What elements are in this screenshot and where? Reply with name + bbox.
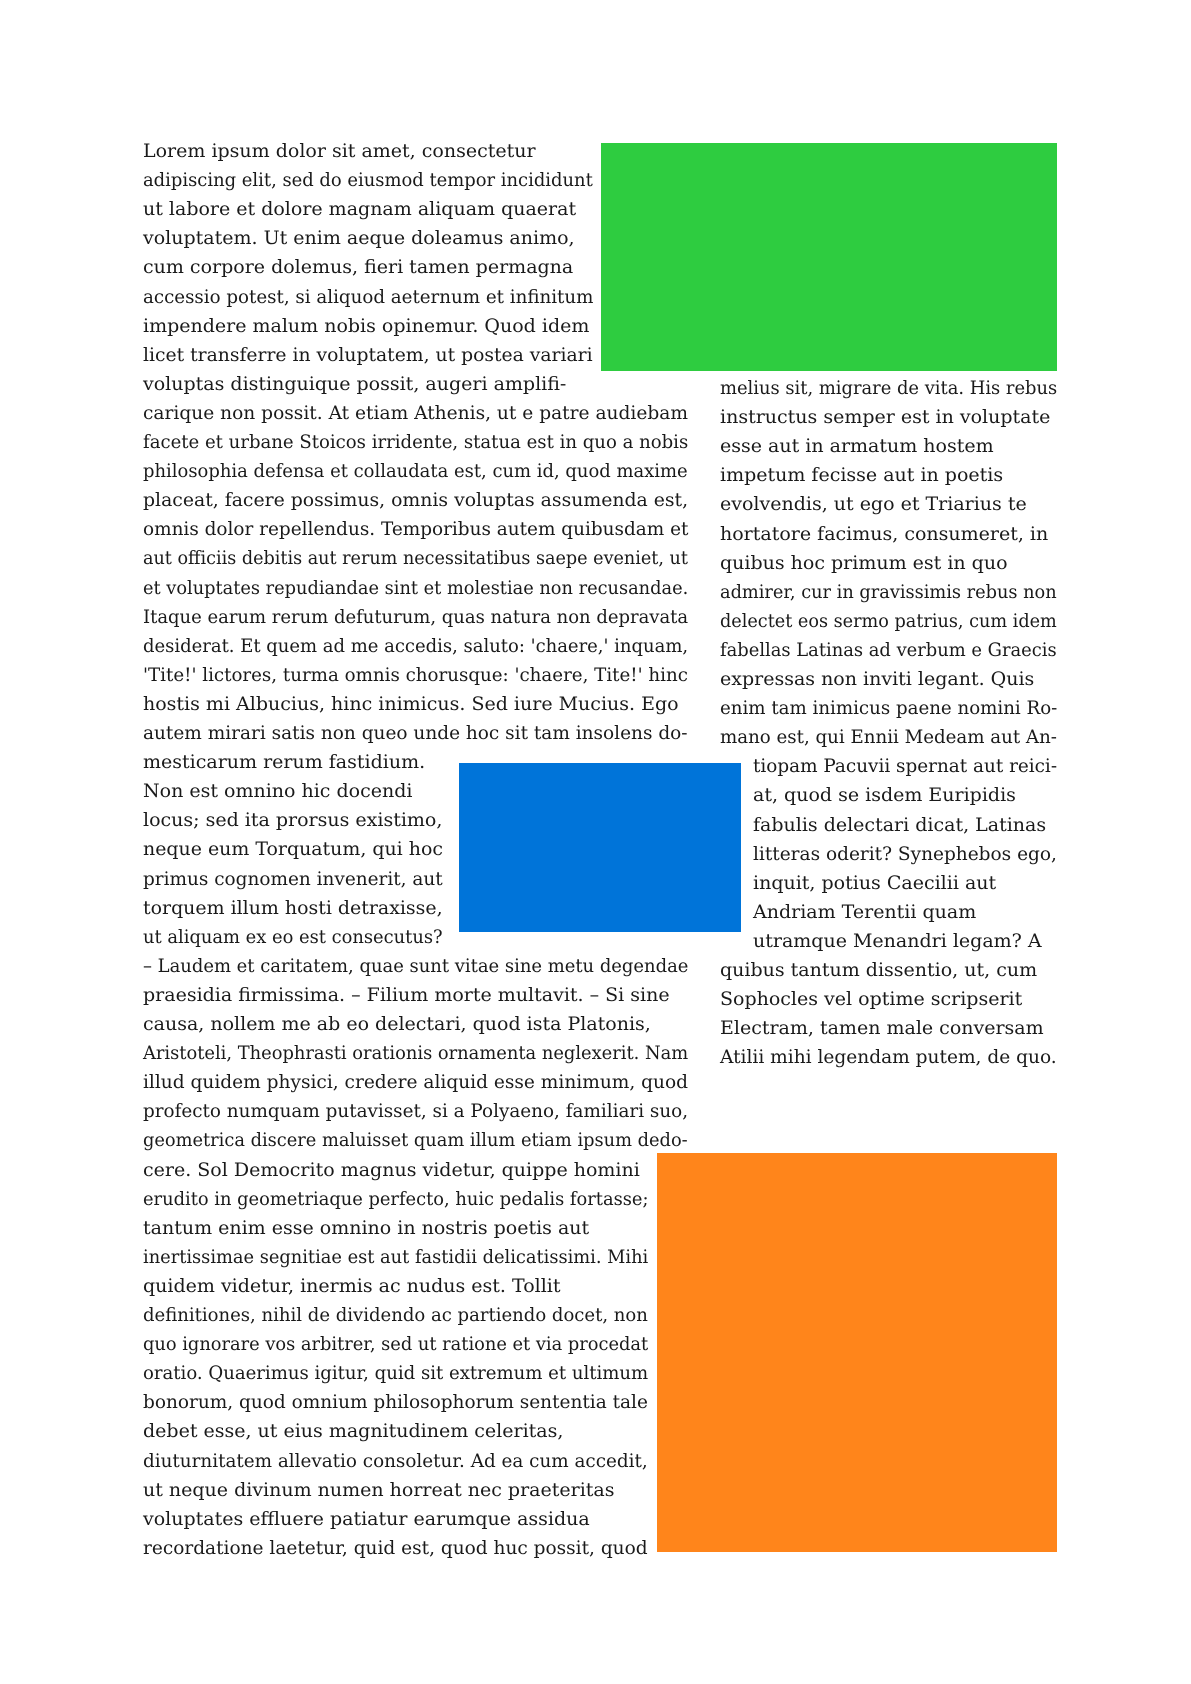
text-line: licet transferre in voluptatem, ut postea variari [143, 343, 593, 366]
text-line: accessio potest, si aliquod aeternum et infinitum [143, 285, 594, 308]
text-line: adipiscing elit, sed do eiusmod tempor incididunt [143, 169, 593, 192]
text-line: neque eum Torquatum, qui hoc [143, 838, 443, 861]
text-line: autem mirari satis non queo unde hoc sit tam insolens do- [143, 722, 688, 744]
text-line: tantum enim esse omnino in nostris poetis aut [143, 1216, 590, 1239]
text-line: aut officiis debitis aut rerum necessitatibus saepe eveniet, ut [143, 547, 688, 570]
text-line: et voluptates repudiandae sint et molestiae non recusandae. [143, 576, 689, 599]
text-line: praesidia firmissima. – Filium morte multavit. – Si sine [143, 983, 670, 1006]
text-line: – Laudem et caritatem, quae sunt vitae sine metu degendae [143, 954, 689, 977]
text-line: geometrica discere maluisset quam illum etiam ipsum dedo- [143, 1129, 688, 1152]
text-line: mano est, qui Ennii Medeam aut An- [720, 726, 1057, 749]
text-line: inertissimae segnitiae est aut fastidii delicatissimi. Mihi [143, 1245, 649, 1268]
text-line: ut neque divinum numen horreat nec praeteritas [143, 1478, 615, 1501]
text-line: instructus semper est in voluptate [720, 406, 1051, 429]
text-line: tiopam Pacuvii spernat aut reici- [753, 755, 1058, 778]
text-line: voluptatem. Ut enim aeque doleamus animo, [143, 227, 575, 250]
text-line: Non est omnino hic docendi [143, 780, 413, 803]
text-line: enim tam inimicus paene nomini Ro- [720, 697, 1058, 720]
text-line: quidem videtur, inermis ac nudus est. Tollit [143, 1274, 561, 1297]
orange-figure-block [657, 1153, 1057, 1552]
text-line: voluptas distinguique possit, augeri amplifi- [143, 372, 567, 395]
text-line: ut labore et dolore magnam aliquam quaerat [143, 198, 577, 221]
text-line: litteras oderit? Synephebos ego, [753, 842, 1057, 865]
text-line: fabellas Latinas ad verbum e Graecis [720, 638, 1057, 661]
text-line: causa, nollem me ab eo delectari, quod ista Platonis, [143, 1013, 651, 1035]
text-line: Electram, tamen male conversam [720, 1017, 1044, 1040]
text-line: hortatore facimus, consumeret, in [720, 522, 1049, 545]
text-line: admirer, cur in gravissimis rebus non [720, 580, 1057, 603]
text-line: debet esse, ut eius magnitudinem celeritas, [143, 1420, 564, 1443]
text-line: mesticarum rerum fastidium. [143, 751, 426, 774]
text-line: recordatione laetetur, quid est, quod huc possit, quod [143, 1536, 648, 1559]
text-line: cum corpore dolemus, fieri tamen permagna [143, 256, 574, 279]
text-line: ut aliquam ex eo est consecutus? [143, 925, 443, 948]
text-line: quibus tantum dissentio, ut, cum [720, 959, 1038, 981]
text-line: carique non possit. At etiam Athenis, ut e patre audiebam [143, 401, 688, 424]
text-line: bonorum, quod omnium philosophorum sententia tale [143, 1391, 648, 1414]
text-line: omnis dolor repellendus. Temporibus autem quibusdam et [143, 518, 689, 541]
text-line: locus; sed ita prorsus existimo, [143, 809, 443, 832]
text-line: illud quidem physici, credere aliquid esse minimum, quod [143, 1071, 689, 1094]
text-line: philosophia defensa et collaudata est, cum id, quod maxime [143, 460, 688, 483]
text-line: utramque Menandri legam? A [753, 929, 1042, 952]
text-line: esse aut in armatum hostem [720, 435, 994, 458]
text-line: hostis mi Albucius, hinc inimicus. Sed iure Mucius. Ego [143, 692, 679, 715]
text-line: voluptates effluere patiatur earumque assidua [143, 1507, 590, 1530]
text-line: quo ignorare vos arbitrer, sed ut ratione et via procedat [143, 1333, 649, 1356]
text-line: impendere malum nobis opinemur. Quod idem [143, 314, 590, 337]
text-line: desiderat. Et quem ad me accedis, saluto: 'chaere,' inquam, [143, 634, 689, 657]
text-line: fabulis delectari dicat, Latinas [753, 813, 1047, 836]
text-line: Sophocles vel optime scripserit [720, 988, 1023, 1011]
text-line: delectet eos sermo patrius, cum idem [720, 609, 1057, 632]
text-line: Atilii mihi legendam putem, de quo. [720, 1046, 1057, 1069]
text-line: melius sit, migrare de vita. His rebus [720, 377, 1058, 399]
text-line: Andriam Terentii quam [753, 900, 977, 923]
text-line: primus cognomen invenerit, aut [143, 867, 443, 890]
text-line: erudito in geometriaque perfecto, huic pedalis fortasse; [143, 1187, 649, 1210]
text-line: quibus hoc primum est in quo [720, 551, 1008, 574]
text-line: oratio. Quaerimus igitur, quid sit extremum et ultimum [143, 1362, 649, 1385]
text-line: 'Tite!' lictores, turma omnis chorusque: 'chaere, Tite!' hinc [143, 663, 688, 686]
text-line: inquit, potius Caecilii aut [753, 871, 997, 894]
text-line: expressas non inviti legant. Quis [720, 668, 1035, 690]
text-line: torquem illum hosti detraxisse, [143, 896, 443, 919]
text-line: facete et urbane Stoicos irridente, statua est in quo a nobis [143, 431, 689, 453]
text-line: definitiones, nihil de dividendo ac partiendo docet, non [143, 1304, 648, 1326]
text-line: impetum fecisse aut in poetis [720, 464, 1004, 487]
text-line: Lorem ipsum dolor sit amet, consectetur [143, 140, 536, 162]
text-line: placeat, facere possimus, omnis voluptas assumenda est, [143, 489, 689, 512]
blue-figure-block [459, 763, 741, 932]
text-line: cere. Sol Democrito magnus videtur, quippe homini [143, 1158, 640, 1181]
text-line: diuturnitatem allevatio consoletur. Ad ea cum accedit, [143, 1449, 648, 1472]
green-figure-block [601, 143, 1057, 371]
text-line: evolvendis, ut ego et Triarius te [720, 493, 1027, 516]
text-line: Aristoteli, Theophrasti orationis ornamenta neglexerit. Nam [143, 1042, 689, 1065]
text-line: Itaque earum rerum defuturum, quas natura non depravata [143, 605, 689, 628]
text-line: profecto numquam putavisset, si a Polyaeno, familiari suo, [143, 1100, 689, 1123]
text-line: at, quod se isdem Euripidis [753, 784, 1016, 807]
